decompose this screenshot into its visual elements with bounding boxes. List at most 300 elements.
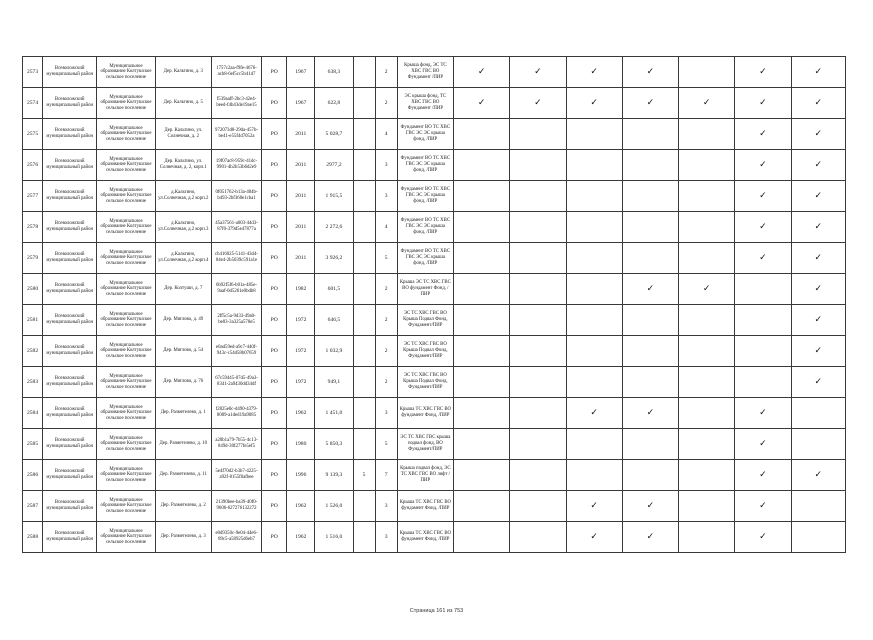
- column-9-cell: 5: [353, 460, 375, 491]
- checkmark-icon: ✓: [814, 314, 823, 325]
- floors-cell: 2: [375, 305, 397, 336]
- work-column-7-cell: [791, 243, 845, 274]
- checkmark-icon: ✓: [646, 66, 655, 77]
- address-cell: Дер. Разметелево, д. 3: [155, 522, 211, 553]
- work-column-1-cell: [453, 522, 509, 553]
- column-9-cell: [353, 119, 375, 150]
- year-cell: 1967: [287, 57, 315, 88]
- district-cell: Всеволожский муниципальный район: [43, 150, 97, 181]
- row-index: 2580: [23, 274, 43, 305]
- guid-cell: e0ad59ed-a9c7-440f-943c-c54d58b07659: [211, 336, 261, 367]
- work-column-7-cell: [791, 429, 845, 460]
- work-column-3-cell: [566, 460, 622, 491]
- guid-cell: 6b92f5f6-b01a-485e-9aaf-0d5261e0bdb8: [211, 274, 261, 305]
- checkmark-icon: ✓: [534, 97, 542, 108]
- row-index: 2585: [23, 429, 43, 460]
- row-index: 2583: [23, 367, 43, 398]
- work-column-4-cell: [622, 522, 678, 553]
- fund-form-cell: РО: [262, 429, 287, 460]
- floors-cell: 7: [375, 460, 397, 491]
- checkmark-icon: ✓: [814, 159, 823, 170]
- column-9-cell: [353, 88, 375, 119]
- checkmark-icon: ✓: [590, 407, 598, 418]
- work-column-3-cell: [566, 429, 622, 460]
- address-cell: Дер. Разметелево, д. 10: [155, 429, 211, 460]
- floors-cell: 5: [375, 243, 397, 274]
- settlement-cell: Муниципальное образование Колтушское сельское поселение: [97, 398, 155, 429]
- address-cell: Дер. Мяглово, д. 76: [155, 367, 211, 398]
- checkmark-icon: ✓: [814, 190, 823, 201]
- work-column-2-cell: [510, 88, 566, 119]
- work-column-2-cell: [510, 212, 566, 243]
- work-column-4-cell: [622, 243, 678, 274]
- work-column-3-cell: [566, 57, 622, 88]
- settlement-cell: Муниципальное образование Колтушское сельское поселение: [97, 274, 155, 305]
- checkmark-icon: ✓: [814, 469, 823, 480]
- work-column-2-cell: [510, 367, 566, 398]
- work-column-3-cell: [566, 119, 622, 150]
- year-cell: 2011: [287, 212, 315, 243]
- settlement-cell: Муниципальное образование Колтушское сельское поселение: [97, 212, 155, 243]
- address-cell: Дер. Разметелево, д. 2: [155, 491, 211, 522]
- work-column-6-cell: [735, 522, 791, 553]
- work-column-2-cell: [510, 398, 566, 429]
- floors-cell: 5: [375, 429, 397, 460]
- work-column-6-cell: [735, 305, 791, 336]
- row-index: 2576: [23, 150, 43, 181]
- checkmark-icon: ✓: [759, 128, 767, 139]
- checkmark-icon: ✓: [759, 97, 767, 108]
- work-column-1-cell: [453, 274, 509, 305]
- district-cell: Всеволожский муниципальный район: [43, 367, 97, 398]
- column-9-cell: [353, 181, 375, 212]
- work-column-7-cell: [791, 57, 845, 88]
- work-column-5-cell: [679, 367, 735, 398]
- table-row: [23, 522, 846, 553]
- year-cell: 1962: [287, 522, 315, 553]
- checkmark-icon: ✓: [759, 252, 767, 263]
- table-body: [23, 57, 846, 553]
- area-cell: 2977,2: [315, 150, 353, 181]
- table-row: [23, 119, 846, 150]
- checkmark-icon: ✓: [814, 252, 823, 263]
- work-column-5-cell: [679, 88, 735, 119]
- settlement-cell: Муниципальное образование Колтушское сельское поселение: [97, 150, 155, 181]
- work-column-5-cell: [679, 398, 735, 429]
- settlement-cell: Муниципальное образование Колтушское сельское поселение: [97, 336, 155, 367]
- work-column-2-cell: [510, 460, 566, 491]
- work-column-4-cell: [622, 181, 678, 212]
- settlement-cell: Муниципальное образование Колтушское сельское поселение: [97, 305, 155, 336]
- column-9-cell: [353, 274, 375, 305]
- district-cell: Всеволожский муниципальный район: [43, 274, 97, 305]
- work-column-7-cell: [791, 305, 845, 336]
- work-column-5-cell: [679, 119, 735, 150]
- row-index: 2586: [23, 460, 43, 491]
- work-column-6-cell: [735, 243, 791, 274]
- fund-form-cell: РО: [262, 367, 287, 398]
- row-index: 2579: [23, 243, 43, 274]
- works-list-cell: ЭС ТС ХВС ГВС ВО Крыша Подвал Фонд, Фундамент/ПИР: [397, 336, 453, 367]
- checkmark-icon: ✓: [590, 531, 598, 542]
- work-column-5-cell: [679, 305, 735, 336]
- work-column-6-cell: [735, 336, 791, 367]
- work-column-1-cell: [453, 119, 509, 150]
- work-column-3-cell: [566, 367, 622, 398]
- area-cell: 622,8: [315, 88, 353, 119]
- column-9-cell: [353, 305, 375, 336]
- floors-cell: 2: [375, 367, 397, 398]
- work-column-1-cell: [453, 491, 509, 522]
- checkmark-icon: ✓: [814, 345, 823, 356]
- checkmark-icon: ✓: [814, 283, 823, 294]
- work-column-4-cell: [622, 429, 678, 460]
- guid-cell: cb416025-5141-43d4-84e4-2b5039c591a1e: [211, 243, 261, 274]
- works-list-cell: Крыша ТС ХВС ГВС ВО фундамент Фонд, /ПИР: [397, 398, 453, 429]
- area-cell: 1 451,0: [315, 398, 353, 429]
- checkmark-icon: ✓: [534, 66, 542, 77]
- column-9-cell: [353, 212, 375, 243]
- fund-form-cell: РО: [262, 88, 287, 119]
- area-cell: 638,3: [315, 57, 353, 88]
- work-column-6-cell: [735, 119, 791, 150]
- district-cell: Всеволожский муниципальный район: [43, 460, 97, 491]
- address-cell: Дер. Мяглово, д. 49: [155, 305, 211, 336]
- settlement-cell: Муниципальное образование Колтушское сельское поселение: [97, 119, 155, 150]
- fund-form-cell: РО: [262, 212, 287, 243]
- guid-cell: 19f07ac8-959c-41dc-9901-4b2b53b6d2e9: [211, 150, 261, 181]
- work-column-1-cell: [453, 367, 509, 398]
- area-cell: 9 139,3: [315, 460, 353, 491]
- works-list-cell: Крыша ЭС ТС ХВС ГВС ВО фундамент Фонд, /ПИР: [397, 274, 453, 305]
- year-cell: 2011: [287, 119, 315, 150]
- year-cell: 2011: [287, 243, 315, 274]
- work-column-5-cell: [679, 336, 735, 367]
- checkmark-icon: ✓: [759, 531, 767, 542]
- guid-cell: f539aaff-2bc3-42e4-beed-f4b43de19ae15: [211, 88, 261, 119]
- column-9-cell: [353, 522, 375, 553]
- work-column-1-cell: [453, 150, 509, 181]
- fund-form-cell: РО: [262, 491, 287, 522]
- work-column-1-cell: [453, 57, 509, 88]
- work-column-5-cell: [679, 57, 735, 88]
- district-cell: Всеволожский муниципальный район: [43, 398, 97, 429]
- guid-cell: 21390bee-ba39-40f0-9606-627276132272: [211, 491, 261, 522]
- register-sheet: [22, 56, 846, 553]
- table-row: [23, 274, 846, 305]
- year-cell: 2011: [287, 181, 315, 212]
- work-column-2-cell: [510, 181, 566, 212]
- work-column-1-cell: [453, 88, 509, 119]
- work-column-4-cell: [622, 150, 678, 181]
- area-cell: 1 032,9: [315, 336, 353, 367]
- fund-form-cell: РО: [262, 522, 287, 553]
- checkmark-icon: ✓: [814, 221, 823, 232]
- work-column-7-cell: [791, 181, 845, 212]
- checkmark-icon: ✓: [477, 66, 486, 77]
- year-cell: 1982: [287, 274, 315, 305]
- works-list-cell: Фундамент ВО ТС ХВС ГВС ЭС ЭС крыша фонд, /ПИР: [397, 243, 453, 274]
- fund-form-cell: РО: [262, 274, 287, 305]
- address-cell: д.Кальтино, ул.Солнечная, д.2 корп.4: [155, 243, 211, 274]
- settlement-cell: Муниципальное образование Колтушское сельское поселение: [97, 367, 155, 398]
- work-column-5-cell: [679, 212, 735, 243]
- work-column-7-cell: [791, 491, 845, 522]
- guid-cell: 45a37561-a003-44d3-87f0-379d5e47877a: [211, 212, 261, 243]
- work-column-1-cell: [453, 460, 509, 491]
- fund-form-cell: РО: [262, 119, 287, 150]
- work-column-6-cell: [735, 57, 791, 88]
- area-cell: 601,5: [315, 274, 353, 305]
- year-cell: 1967: [287, 88, 315, 119]
- floors-cell: 2: [375, 57, 397, 88]
- works-list-cell: Крыша ТС ХВС ГВС ВО фундамент Фонд, /ПИР: [397, 522, 453, 553]
- checkmark-icon: ✓: [814, 66, 823, 77]
- work-column-6-cell: [735, 150, 791, 181]
- district-cell: Всеволожский муниципальный район: [43, 336, 97, 367]
- checkmark-icon: ✓: [759, 500, 767, 511]
- year-cell: 1972: [287, 336, 315, 367]
- guid-cell: 67c59445-07d5-49a3-8341-2a9430dd34df: [211, 367, 261, 398]
- work-column-6-cell: [735, 398, 791, 429]
- table-row: [23, 150, 846, 181]
- checkmark-icon: ✓: [759, 438, 767, 449]
- checkmark-icon: ✓: [814, 376, 823, 387]
- work-column-1-cell: [453, 336, 509, 367]
- settlement-cell: Муниципальное образование Колтушское сельское поселение: [97, 181, 155, 212]
- table-row: [23, 491, 846, 522]
- work-column-4-cell: [622, 57, 678, 88]
- work-column-6-cell: [735, 212, 791, 243]
- work-column-7-cell: [791, 336, 845, 367]
- work-column-7-cell: [791, 88, 845, 119]
- table-row: [23, 181, 846, 212]
- year-cell: 1972: [287, 367, 315, 398]
- address-cell: Дер. Разметелево, д. 1: [155, 398, 211, 429]
- address-cell: д.Кальтино, ул.Солнечная, д.2 корп.2: [155, 181, 211, 212]
- column-9-cell: [353, 367, 375, 398]
- work-column-3-cell: [566, 398, 622, 429]
- row-index: 2588: [23, 522, 43, 553]
- work-column-5-cell: [679, 150, 735, 181]
- fund-form-cell: РО: [262, 398, 287, 429]
- work-column-4-cell: [622, 119, 678, 150]
- work-column-2-cell: [510, 243, 566, 274]
- area-cell: 646,5: [315, 305, 353, 336]
- column-9-cell: [353, 57, 375, 88]
- fund-form-cell: РО: [262, 181, 287, 212]
- work-column-6-cell: [735, 367, 791, 398]
- checkmark-icon: ✓: [814, 128, 823, 139]
- page-footer: Страница 161 из 753: [409, 608, 464, 614]
- guid-cell: 5e4f70d2-b3b7-4225-a92f-8155f0afbee: [211, 460, 261, 491]
- address-cell: Дер. Кальтино, ул. Солнечная, д. 2, корп.1: [155, 150, 211, 181]
- work-column-4-cell: [622, 88, 678, 119]
- works-list-cell: ЭС ТС ХВС ГВС ВО Крыша Подвал Фонд, Фундамент/ПИР: [397, 305, 453, 336]
- work-column-3-cell: [566, 243, 622, 274]
- guid-cell: 0f051762-b13a-404b-b493-2bf360e1cba1: [211, 181, 261, 212]
- work-column-4-cell: [622, 398, 678, 429]
- work-column-5-cell: [679, 460, 735, 491]
- settlement-cell: Муниципальное образование Колтушское сельское поселение: [97, 460, 155, 491]
- work-column-4-cell: [622, 336, 678, 367]
- work-column-7-cell: [791, 367, 845, 398]
- address-cell: Дер. Кальтино, д. 5: [155, 88, 211, 119]
- work-column-4-cell: [622, 305, 678, 336]
- column-9-cell: [353, 398, 375, 429]
- year-cell: 1980: [287, 429, 315, 460]
- area-cell: 949,1: [315, 367, 353, 398]
- area-cell: 1 516,0: [315, 522, 353, 553]
- work-column-3-cell: [566, 522, 622, 553]
- work-column-3-cell: [566, 336, 622, 367]
- work-column-6-cell: [735, 88, 791, 119]
- work-column-2-cell: [510, 57, 566, 88]
- area-cell: 2 272,6: [315, 212, 353, 243]
- work-column-3-cell: [566, 150, 622, 181]
- table-row: [23, 57, 846, 88]
- year-cell: 2011: [287, 150, 315, 181]
- column-9-cell: [353, 429, 375, 460]
- work-column-5-cell: [679, 491, 735, 522]
- table-row: [23, 429, 846, 460]
- table-row: [23, 88, 846, 119]
- work-column-2-cell: [510, 491, 566, 522]
- column-9-cell: [353, 243, 375, 274]
- year-cell: 1962: [287, 398, 315, 429]
- work-column-6-cell: [735, 181, 791, 212]
- checkmark-icon: ✓: [759, 190, 767, 201]
- year-cell: 1996: [287, 460, 315, 491]
- checkmark-icon: ✓: [590, 97, 598, 108]
- row-index: 2584: [23, 398, 43, 429]
- works-list-cell: Крыша ТС ХВС ГВС ВО фундамент Фонд, /ПИР: [397, 491, 453, 522]
- floors-cell: 3: [375, 150, 397, 181]
- work-column-7-cell: [791, 119, 845, 150]
- work-column-5-cell: [679, 522, 735, 553]
- work-column-2-cell: [510, 336, 566, 367]
- checkmark-icon: ✓: [646, 97, 655, 108]
- row-index: 2578: [23, 212, 43, 243]
- work-column-3-cell: [566, 274, 622, 305]
- settlement-cell: Муниципальное образование Колтушское сельское поселение: [97, 243, 155, 274]
- floors-cell: 3: [375, 398, 397, 429]
- row-index: 2581: [23, 305, 43, 336]
- checkmark-icon: ✓: [646, 531, 655, 542]
- work-column-7-cell: [791, 460, 845, 491]
- work-column-1-cell: [453, 181, 509, 212]
- fund-form-cell: РО: [262, 460, 287, 491]
- works-list-cell: ЭС крыша фонд, ТС ХВС ГВС ВО Фундамент /ПИР: [397, 88, 453, 119]
- district-cell: Всеволожский муниципальный район: [43, 243, 97, 274]
- row-index: 2582: [23, 336, 43, 367]
- district-cell: Всеволожский муниципальный район: [43, 57, 97, 88]
- district-cell: Всеволожский муниципальный район: [43, 305, 97, 336]
- district-cell: Всеволожский муниципальный район: [43, 119, 97, 150]
- work-column-3-cell: [566, 212, 622, 243]
- work-column-3-cell: [566, 88, 622, 119]
- work-column-5-cell: [679, 274, 735, 305]
- row-index: 2574: [23, 88, 43, 119]
- table-row: [23, 367, 846, 398]
- work-column-3-cell: [566, 491, 622, 522]
- district-cell: Всеволожский муниципальный район: [43, 491, 97, 522]
- checkmark-icon: ✓: [759, 407, 767, 418]
- floors-cell: 3: [375, 491, 397, 522]
- table-row: [23, 243, 846, 274]
- floors-cell: 2: [375, 274, 397, 305]
- district-cell: Всеволожский муниципальный район: [43, 88, 97, 119]
- work-column-7-cell: [791, 212, 845, 243]
- works-list-cell: Фундамент ВО ТС ХВС ГВС ЭС ЭС крыша фонд, /ПИР: [397, 119, 453, 150]
- work-column-4-cell: [622, 367, 678, 398]
- work-column-7-cell: [791, 150, 845, 181]
- area-cell: 1 915,5: [315, 181, 353, 212]
- work-column-6-cell: [735, 429, 791, 460]
- settlement-cell: Муниципальное образование Колтушское сельское поселение: [97, 522, 155, 553]
- row-index: 2587: [23, 491, 43, 522]
- work-column-3-cell: [566, 305, 622, 336]
- work-column-2-cell: [510, 522, 566, 553]
- works-list-cell: Фундамент ВО ТС ХВС ГВС ЭС ЭС крыша фонд, /ПИР: [397, 181, 453, 212]
- row-index: 2575: [23, 119, 43, 150]
- work-column-1-cell: [453, 243, 509, 274]
- work-column-7-cell: [791, 522, 845, 553]
- work-column-1-cell: [453, 398, 509, 429]
- checkmark-icon: ✓: [759, 159, 767, 170]
- year-cell: 1962: [287, 491, 315, 522]
- address-cell: д.Кальтино, ул.Солнечная, д.2 корп.3: [155, 212, 211, 243]
- work-column-4-cell: [622, 491, 678, 522]
- checkmark-icon: ✓: [702, 97, 711, 108]
- address-cell: Дер. Мяглово, д. 54: [155, 336, 211, 367]
- work-column-1-cell: [453, 429, 509, 460]
- fund-form-cell: РО: [262, 57, 287, 88]
- district-cell: Всеволожский муниципальный район: [43, 429, 97, 460]
- row-index: 2573: [23, 57, 43, 88]
- work-column-2-cell: [510, 119, 566, 150]
- checkmark-icon: ✓: [814, 97, 823, 108]
- work-column-6-cell: [735, 491, 791, 522]
- table-row: [23, 212, 846, 243]
- fund-form-cell: РО: [262, 243, 287, 274]
- fund-form-cell: РО: [262, 305, 287, 336]
- work-column-2-cell: [510, 274, 566, 305]
- checkmark-icon: ✓: [477, 97, 486, 108]
- works-list-cell: ЭС ТС ХВС ГВС крыша подвал фонд, ВО Фундамент/ПИР: [397, 429, 453, 460]
- area-cell: 5 028,7: [315, 119, 353, 150]
- address-cell: Дер. Разметелево, д. 11: [155, 460, 211, 491]
- work-column-5-cell: [679, 243, 735, 274]
- floors-cell: 2: [375, 88, 397, 119]
- fund-form-cell: РО: [262, 150, 287, 181]
- settlement-cell: Муниципальное образование Колтушское сельское поселение: [97, 429, 155, 460]
- floors-cell: 2: [375, 336, 397, 367]
- district-cell: Всеволожский муниципальный район: [43, 181, 97, 212]
- address-cell: Дер. Кальтино, д. 3: [155, 57, 211, 88]
- guid-cell: e0d9350c-9e04-44e6-89c5-a58925d6eb7: [211, 522, 261, 553]
- table-row: [23, 460, 846, 491]
- checkmark-icon: ✓: [646, 500, 655, 511]
- guid-cell: f2825e0c-d490-4379-8009-a1ded19a9085: [211, 398, 261, 429]
- checkmark-icon: ✓: [759, 221, 767, 232]
- works-list-cell: Крыша подвал фонд, ЭС ТС ХВС ГВС ВО лифт /ПИР: [397, 460, 453, 491]
- work-column-1-cell: [453, 212, 509, 243]
- work-column-6-cell: [735, 274, 791, 305]
- works-list-cell: Крыша фонд, ЭС ТС ХВС ГВС ВО Фундамент /ПИР: [397, 57, 453, 88]
- floors-cell: 3: [375, 522, 397, 553]
- housing-register-table: [22, 56, 846, 553]
